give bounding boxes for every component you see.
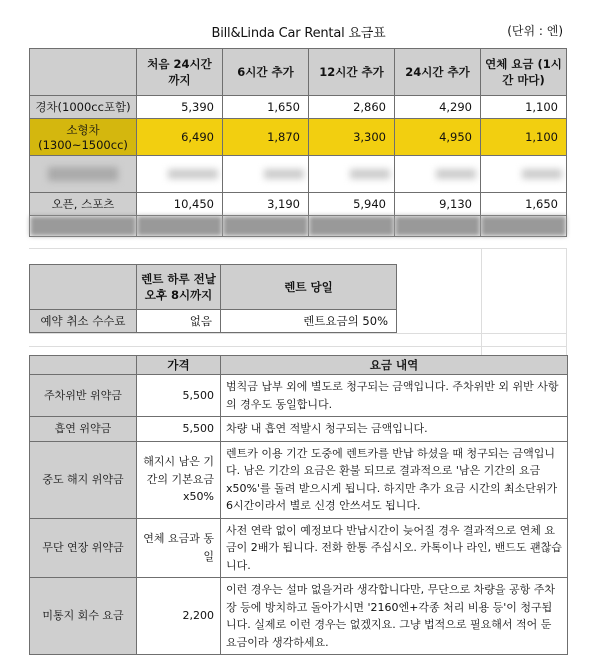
rate-cell: 5,940 xyxy=(309,193,395,216)
rate-cell: 2,860 xyxy=(309,96,395,119)
col-header: 가격 xyxy=(137,356,221,375)
col-header: 연체 요금 (1시간 마다) xyxy=(481,49,567,96)
rate-cell: 10,450 xyxy=(137,193,223,216)
table-row-highlighted xyxy=(30,119,567,156)
blurred-row xyxy=(30,156,567,193)
rate-header-row xyxy=(30,49,567,96)
grid-line xyxy=(566,248,567,355)
rate-cell: 1,100 xyxy=(481,119,567,156)
desc-cell: 차량 내 흡연 적발시 청구되는 금액입니다. xyxy=(221,417,568,442)
desc-cell: 렌트카 이용 기간 도중에 렌트카를 반납 하셨을 때 청구되는 금액입니다. 남은 기간의 요금은 환불 되므로 결과적으로 '남은 기간의 요금x50%'를 돌려 받으시게 됩니다. 하지만 추가 요금 시간의 최소단위가 6시간이라서 별로 신경 안쓰셔도 됩니다. xyxy=(221,441,568,518)
price-cell: 2,200 xyxy=(137,578,221,655)
blurred-cell xyxy=(481,216,567,237)
price-cell: 연체 요금과 동일 xyxy=(137,518,221,578)
col-header: 6시간 추가 xyxy=(223,49,309,96)
blurred-cell xyxy=(137,156,223,193)
grid-line xyxy=(481,248,482,355)
row-label: 미통지 회수 요금 xyxy=(30,578,137,655)
rate-cell: 6,490 xyxy=(137,119,223,156)
cancel-cell: 없음 xyxy=(137,310,221,333)
rate-cell: 5,390 xyxy=(137,96,223,119)
row-label: 오픈, 스포츠 xyxy=(30,193,137,216)
blurred-cell xyxy=(30,216,137,237)
grid-line xyxy=(29,346,567,347)
table-row xyxy=(30,417,568,442)
blurred-row xyxy=(30,216,567,237)
rate-cell: 3,300 xyxy=(309,119,395,156)
col-header: 12시간 추가 xyxy=(309,49,395,96)
desc-cell: 사전 연락 없이 예정보다 반납시간이 늦어질 경우 결과적으로 연체 요금이 2배가 됩니다. 전화 한통 주십시오. 카톡이나 라인, 밴드도 괜찮습니다. xyxy=(221,518,568,578)
blurred-cell xyxy=(481,156,567,193)
col-header: 처음 24시간 까지 xyxy=(137,49,223,96)
price-cell: 5,500 xyxy=(137,375,221,417)
corner-cell xyxy=(30,356,137,375)
corner-cell xyxy=(30,49,137,96)
col-header: 렌트 당일 xyxy=(221,265,397,310)
table-row xyxy=(30,441,568,518)
desc-cell: 범칙금 납부 외에 별도로 청구되는 금액입니다. 주차위반 외 위반 사항의 경우도 동일합니다. xyxy=(221,375,568,417)
price-cell: 해지시 남은 기간의 기본요금 x50% xyxy=(137,441,221,518)
blurred-cell xyxy=(223,216,309,237)
cancel-header-row xyxy=(30,265,397,310)
cancel-cell: 렌트요금의 50% xyxy=(221,310,397,333)
blurred-cell xyxy=(30,156,137,193)
row-label: 경차(1000cc포함) xyxy=(30,96,137,119)
rate-cell: 4,290 xyxy=(395,96,481,119)
grid-line xyxy=(29,248,567,249)
rate-cell: 3,190 xyxy=(223,193,309,216)
blurred-cell xyxy=(395,216,481,237)
blurred-cell xyxy=(309,216,395,237)
corner-cell xyxy=(30,265,137,310)
col-header: 24시간 추가 xyxy=(395,49,481,96)
rate-cell: 1,100 xyxy=(481,96,567,119)
table-row xyxy=(30,310,397,333)
desc-cell: 이런 경우는 설마 없을거라 생각합니다만, 무단으로 차량을 공항 주차장 등에 방치하고 돌아가시면 '2160엔+각종 처리 비용 등'이 청구됩니다. 실제로 이런 경우는 없겠지요. 그냥 법적으로 필요해서 적어 둔 요금이라 생각하세요. xyxy=(221,578,568,655)
row-label: 흡연 위약금 xyxy=(30,417,137,442)
row-label: 소형차 (1300~1500cc) xyxy=(30,119,137,156)
penalty-table xyxy=(29,355,568,655)
table-row xyxy=(30,578,568,655)
penalty-header-row xyxy=(30,356,568,375)
price-cell: 5,500 xyxy=(137,417,221,442)
page-title: Bill&Linda Car Rental 요금표 xyxy=(211,26,386,41)
rate-cell: 1,870 xyxy=(223,119,309,156)
blurred-cell xyxy=(309,156,395,193)
rate-cell: 9,130 xyxy=(395,193,481,216)
col-header: 요금 내역 xyxy=(221,356,568,375)
grid-line xyxy=(29,333,567,334)
cancel-fee-table xyxy=(29,264,397,333)
row-label: 무단 연장 위약금 xyxy=(30,518,137,578)
table-row xyxy=(30,96,567,119)
rate-cell: 1,650 xyxy=(481,193,567,216)
blurred-cell xyxy=(137,216,223,237)
row-label: 중도 해지 위약금 xyxy=(30,441,137,518)
table-row xyxy=(30,375,568,417)
unit-label: (단위 : 엔) xyxy=(507,24,563,38)
table-row xyxy=(30,193,567,216)
row-label: 예약 취소 수수료 xyxy=(30,310,137,333)
rate-table xyxy=(29,48,567,237)
blurred-cell xyxy=(223,156,309,193)
rate-cell: 4,950 xyxy=(395,119,481,156)
col-header: 렌트 하루 전날 오후 8시까지 xyxy=(137,265,221,310)
rate-cell: 1,650 xyxy=(223,96,309,119)
blurred-cell xyxy=(395,156,481,193)
row-label: 주차위반 위약금 xyxy=(30,375,137,417)
table-row xyxy=(30,518,568,578)
